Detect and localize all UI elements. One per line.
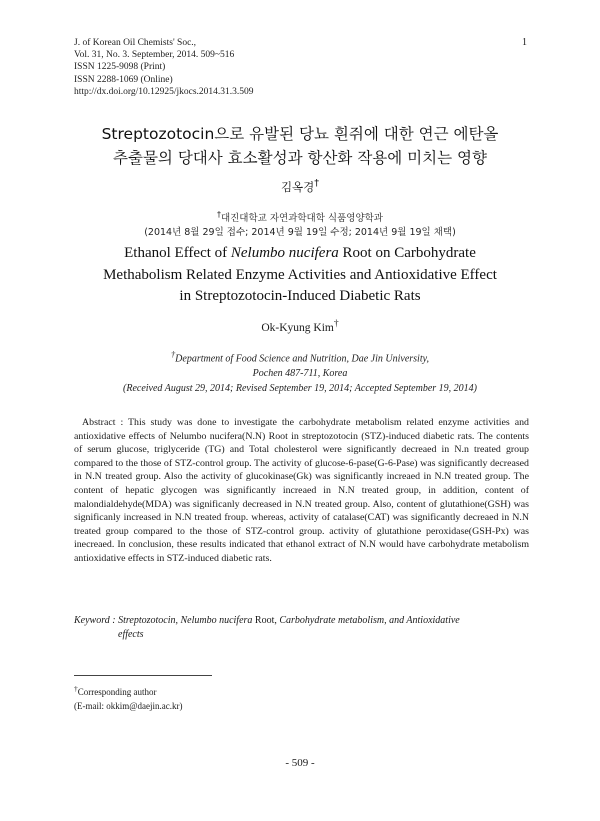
korean-author: [0, 178, 600, 195]
journal-volume: Vol. 31, No. 3. September, 2014. 509~516: [74, 50, 235, 61]
english-affiliation-line-1: Department of Food Science and Nutrition, Dae Jin University,: [175, 353, 429, 365]
english-affiliation-line-2: Pochen 487-711, Korea: [252, 368, 348, 380]
korean-dates: (2014년 8월 29일 접수; 2014년 9월 19일 수정; 2014년 9월 19일 채택): [144, 227, 456, 239]
korean-author-name: 김옥경: [280, 179, 315, 194]
author-email: (E-mail: okkim@daejin.ac.kr): [74, 700, 183, 711]
dagger-mark: †: [170, 350, 176, 359]
keyword-2: Nelumbo nucifera: [180, 615, 253, 626]
keyword-2-suffix: Root,: [252, 615, 277, 626]
page-number-top: 1: [522, 37, 527, 48]
english-title-species: Nelumbo nucifera: [230, 245, 339, 261]
english-title-line-1a: Ethanol Effect of: [124, 245, 231, 261]
footnote-divider: [74, 675, 212, 676]
issn-print: ISSN 1225-9098 (Print): [74, 62, 166, 73]
keyword-3-wrap: effects: [118, 629, 144, 640]
korean-affiliation-line-1: 대진대학교 자연과학대학 식품영양학과: [220, 213, 383, 225]
keyword-1: Streptozotocin,: [118, 615, 178, 626]
english-author: [0, 318, 600, 334]
dagger-mark: †: [216, 210, 221, 219]
journal-info: [74, 37, 254, 98]
page-number-bottom: - 509 -: [285, 757, 315, 769]
dagger-mark: †: [74, 684, 78, 693]
english-author-name: Ok-Kyung Kim: [261, 321, 334, 334]
dagger-mark: †: [333, 318, 339, 329]
english-dates: (Received August 29, 2014; Revised September 19, 2014; Accepted September 19, 2014): [123, 383, 477, 395]
english-title-line-1b: Root on Carbohydrate: [338, 245, 476, 261]
keyword-label: Keyword :: [74, 615, 116, 626]
dagger-mark: †: [314, 178, 320, 189]
journal-name: J. of Korean Oil Chemists' Soc.,: [74, 38, 197, 48]
english-title: [0, 243, 600, 308]
abstract: [74, 416, 529, 566]
korean-title-line-2: 추출물의 당대사 효소활성과 항산화 작용에 미치는 영향: [113, 149, 487, 167]
doi-link[interactable]: http://dx.doi.org/10.12925/jkocs.2014.31.3.509: [74, 86, 254, 97]
english-title-line-3: in Streptozotocin-Induced Diabetic Rats: [179, 288, 421, 304]
english-affiliation: [0, 347, 600, 396]
corresponding-author: Corresponding author: [77, 687, 157, 697]
issn-online: ISSN 2288-1069 (Online): [74, 74, 173, 85]
keywords: [74, 614, 529, 642]
korean-title-line-1: Streptozotocin으로 유발된 당뇨 흰쥐에 대한 연근 에탄올: [101, 125, 499, 143]
abstract-label: Abstract :: [82, 417, 124, 428]
keyword-3: Carbohydrate metabolism, and Antioxidative: [279, 615, 460, 626]
korean-affiliation: [0, 208, 600, 240]
korean-title: [0, 122, 600, 170]
footnote: [74, 682, 183, 713]
abstract-text: This study was done to investigate the carbohydrate metabolism related enzyme activities and antioxidative effects of Nelumbo nucifera(N.N) Root in streptozotocin (STZ)-induced diabetic rats. The contents of serum glucose, triglyceride (TG) and Total cholesterol were significantly decreaed in N.n treated group compared to the those of STZ-control group. The activity of glucose-6-pase(G-6-Pase) was significantly decreased in N.N treated group. Also the activity of glucokinase(Gk) was significantly increaed in N.N treated group. The content of hepatic glycogen was significantly increaed in N.N treated group, in addition, content of malondialdehyde(MDA) was significanly decreased in N.N treated group. Also, content of glutathione(GSH) was significanly increased in N.N treated froup. whereas, activity of catalase(CAT) was significantly decreaed in N.N treated group compared to the those of STZ-control group. activity of glutathione peroxidase(GSH-Px) was inecreaed. In conclusion, these results indicated that ethanol extract of N.N would have carbohydrate metabolism antioxidative effects in STZ-induced diabetic rats.: [74, 417, 529, 564]
english-title-line-2: Methabolism Related Enzyme Activities and Antioxidative Effect: [103, 266, 497, 283]
